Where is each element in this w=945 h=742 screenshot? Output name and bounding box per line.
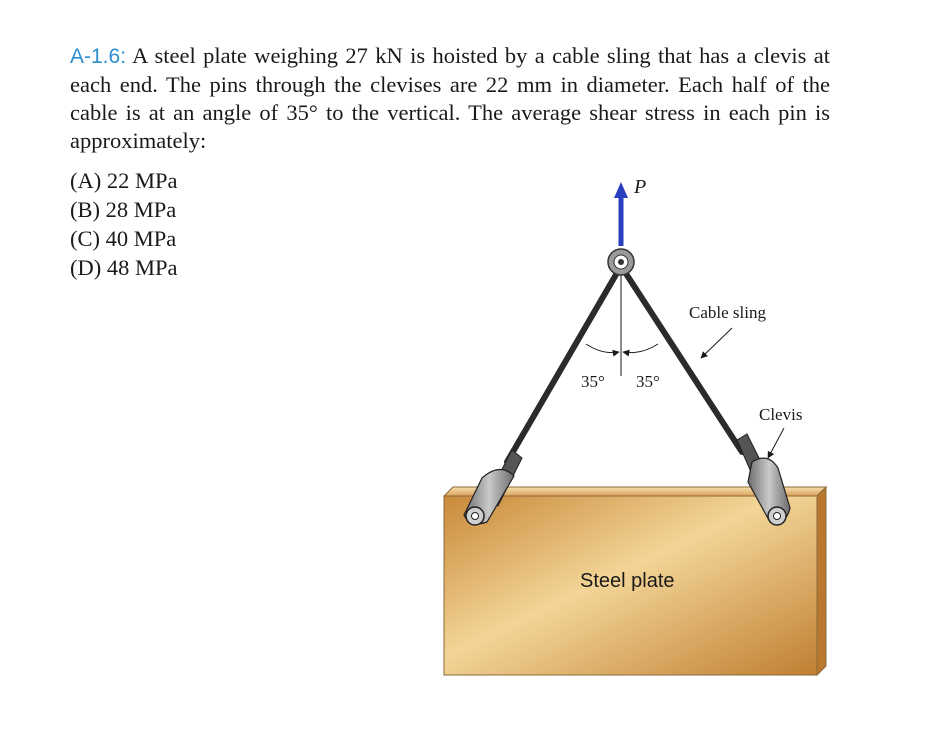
- choice-letter: (C): [70, 226, 100, 251]
- angle-left-label: 35°: [581, 372, 605, 391]
- choice-value: 48 MPa: [106, 255, 178, 280]
- force-label: P: [634, 176, 647, 198]
- choice-letter: (B): [70, 197, 100, 222]
- choice-value: 28 MPa: [105, 197, 177, 222]
- problem-id: A-1.6:: [70, 45, 127, 68]
- choice-letter: (D): [70, 255, 102, 280]
- cable-sling: [507, 266, 742, 462]
- steel-plate-label: Steel plate: [580, 570, 675, 592]
- choice-value: 22 MPa: [106, 168, 178, 193]
- angle-indicator: [586, 272, 658, 376]
- choice-value: 40 MPa: [105, 226, 177, 251]
- cable-sling-label: Cable sling: [689, 303, 766, 322]
- problem-text: A steel plate weighing 27 kN is hoisted by a cable sling that has a clevis at each end. The pins through the clevises are 22 mm in diameter. Each half of the cable is at an angle of 35° to the vertical. The average shear stress in each pin is approximately:: [70, 43, 830, 153]
- clevis-label: Clevis: [759, 405, 803, 424]
- angle-right-label: 35°: [636, 372, 660, 391]
- force-arrow-p: [614, 182, 628, 246]
- top-ring: [608, 249, 634, 275]
- choice-letter: (A): [70, 168, 102, 193]
